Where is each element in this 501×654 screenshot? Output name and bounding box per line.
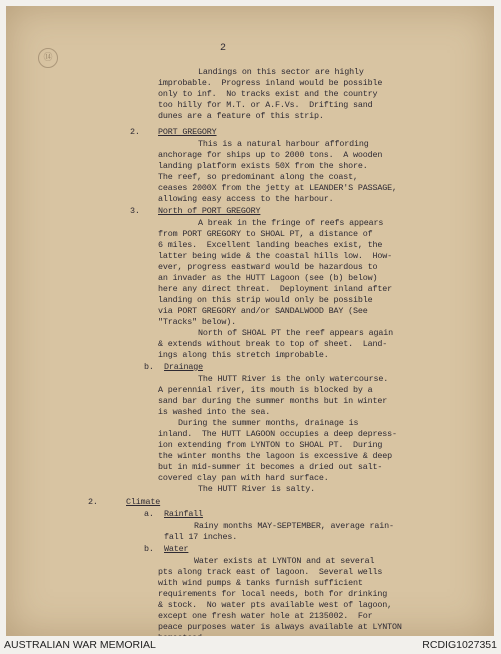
- body-line: requirements for local needs, both for drinking: [158, 589, 388, 599]
- body-line: & extends without break to top of sheet. Land-: [158, 339, 388, 349]
- page-number: 2: [220, 43, 226, 54]
- body-line: ceases 2000X from the jetty at LEANDER'S PASSAGE,: [158, 183, 397, 193]
- intro-line: Landings on this sector are highly: [198, 67, 364, 77]
- body-line: sand bar during the summer months but in winter: [158, 396, 388, 406]
- body-line: fall 17 inches.: [164, 532, 238, 542]
- document-page: [6, 6, 494, 636]
- body-line: allowing easy access to the harbour.: [158, 194, 334, 204]
- intro-line: only to inf. No tracks exist and the country: [158, 89, 378, 99]
- body-line: The HUTT River is salty.: [198, 484, 316, 494]
- body-line: ever, progress eastward would be hazardous to: [158, 262, 378, 272]
- subsection-heading: Water: [164, 544, 189, 554]
- body-line: latter being wide & the coastal hills low. How-: [158, 251, 393, 261]
- body-line: This is a natural harbour affording: [198, 139, 369, 149]
- subsection-label: a.: [144, 509, 154, 519]
- subsection-heading: Rainfall: [164, 509, 204, 519]
- body-line: except one fresh water hole at 2135002. For: [158, 611, 373, 621]
- subsection-heading: Drainage: [164, 362, 204, 372]
- body-line: Water exists at LYNTON and at several: [194, 556, 375, 566]
- body-line: ings along this stretch improbable.: [158, 350, 329, 360]
- body-line: The HUTT River is the only watercourse.: [198, 374, 389, 384]
- intro-line: dunes are a feature of this strip.: [158, 111, 324, 121]
- body-line: but in mid-summer it becomes a dried out salt-: [158, 462, 383, 472]
- stamp-mark: ⑭: [38, 48, 58, 68]
- archive-footer: [0, 636, 501, 654]
- body-line: with wind pumps & tanks furnish sufficient: [158, 578, 363, 588]
- body-line: here any direct threat. Deployment inland after: [158, 284, 393, 294]
- body-line: 6 miles. Excellent landing beaches exist, the: [158, 240, 383, 250]
- body-line: North of SHOAL PT the reef appears again: [198, 328, 394, 338]
- body-line: landing on this strip would only be possible: [158, 295, 373, 305]
- intro-line: too hilly for M.T. or A.F.Vs. Drifting sand: [158, 100, 373, 110]
- body-line: an invader as the HUTT Lagoon (see (b) below): [158, 273, 378, 283]
- body-line: "Tracks" below).: [158, 317, 237, 327]
- body-line: ion extending from LYNTON to SHOAL PT. During: [158, 440, 383, 450]
- body-line: anchorage for ships up to 2000 tons. A wooden: [158, 150, 383, 160]
- body-line: Rainy months MAY-SEPTEMBER, average rain-: [194, 521, 394, 531]
- body-line: landing platform exists 50X from the shore.: [158, 161, 368, 171]
- section-number: 2.: [88, 497, 98, 507]
- body-line: A break in the fringe of reefs appears: [198, 218, 384, 228]
- subsection-label: b.: [144, 362, 154, 372]
- body-line: pts along track east of lagoon. Several wells: [158, 567, 383, 577]
- section-heading: PORT GREGORY: [158, 127, 217, 137]
- section-heading: North of PORT GREGORY: [158, 206, 261, 216]
- section-heading: Climate: [126, 497, 161, 507]
- body-line: peace purposes water is always available at LYNTON: [158, 622, 402, 632]
- body-line: is washed into the sea.: [158, 407, 271, 417]
- footer-source: AUSTRALIAN WAR MEMORIAL: [4, 639, 156, 651]
- subsection-label: b.: [144, 544, 154, 554]
- body-line: inland. The HUTT LAGOON occupies a deep depress-: [158, 429, 397, 439]
- body-line: the winter months the lagoon is excessive & deep: [158, 451, 393, 461]
- intro-line: improbable. Progress inland would be possible: [158, 78, 383, 88]
- body-line: from PORT GREGORY to SHOAL PT, a distance of: [158, 229, 373, 239]
- footer-id: RCDIG1027351: [422, 639, 497, 651]
- body-line: During the summer months, drainage is: [178, 418, 359, 428]
- body-line: via PORT GREGORY and/or SANDALWOOD BAY (See: [158, 306, 368, 316]
- section-number: 3.: [130, 206, 140, 216]
- body-line: & stock. No water pts available west of lagoon,: [158, 600, 393, 610]
- body-line: A perennial river, its mouth is blocked by a: [158, 385, 373, 395]
- section-number: 2.: [130, 127, 140, 137]
- body-line: covered clay pan with hard surface.: [158, 473, 329, 483]
- body-line: The reef, so predominant along the coast,: [158, 172, 358, 182]
